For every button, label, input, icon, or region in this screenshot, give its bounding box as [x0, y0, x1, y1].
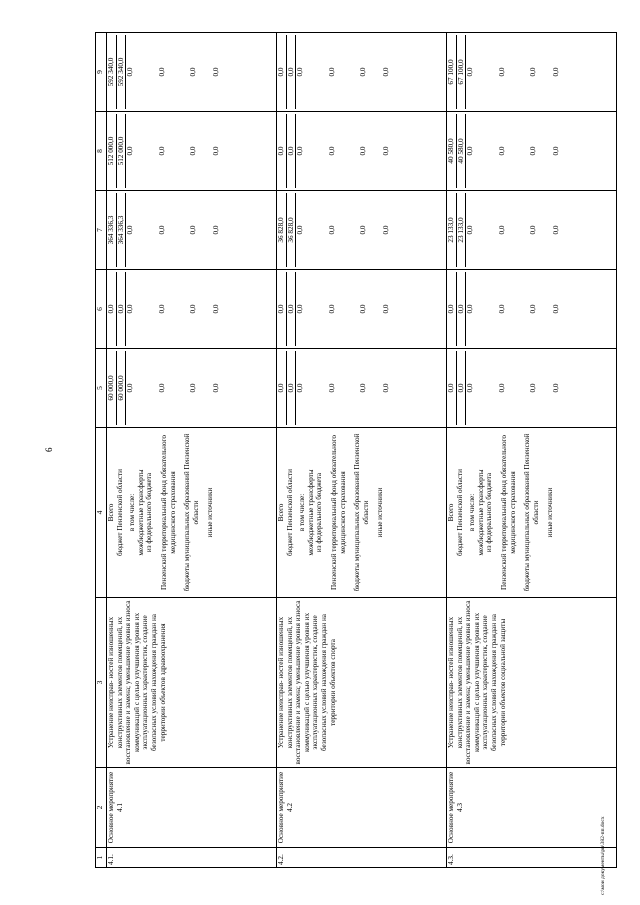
value-cell-c9 — [447, 33, 617, 112]
value-entry: 60 000,0 — [107, 351, 117, 425]
header-cell-1: 1 — [96, 848, 107, 868]
value-entry: 23 133,0 — [457, 193, 467, 267]
header-cell-7: 7 — [96, 191, 107, 270]
value-entry: 0,0 — [189, 304, 198, 314]
value-entry: 0,0 — [211, 383, 220, 393]
value-entry: 0,0 — [551, 67, 560, 77]
value-entry: 0,0 — [287, 35, 297, 109]
value-cell-c8 — [107, 112, 277, 191]
funding-source-label: Пензенский территориальный фонд обязательного медицинского страхования — [499, 435, 517, 590]
value-entry: 0,0 — [551, 383, 560, 393]
funding-source-label: бюджет Пензенской области — [115, 469, 124, 556]
measure-description-cell: Устранение неисправ- ностей изношенных конструктивных элементов помещений, их восстановление и замена; уменьшение уровня износа коммуникаций с целью улучшения уровня их эксплуатационных характеристик, создание безопасных условий нахождения граждан на территории объектов здравоохранения — [107, 598, 277, 768]
funding-source-label: бюджет Пензенской области — [455, 469, 464, 556]
value-entry: 512 000,0 — [107, 114, 117, 188]
funding-sources-cell — [447, 428, 617, 598]
value-cell-c5 — [447, 349, 617, 428]
rotated-table-container — [95, 33, 605, 868]
value-cell-c6 — [107, 270, 277, 349]
value-entry: 0,0 — [277, 35, 287, 109]
value-entry: 0,0 — [126, 146, 135, 156]
value-entry: 0,0 — [457, 351, 467, 425]
table-row — [107, 33, 277, 868]
funding-sources-cell — [107, 428, 277, 598]
value-entry: 0,0 — [189, 383, 198, 393]
value-entry: 0,0 — [277, 272, 287, 346]
header-cell-2: 2 — [96, 768, 107, 848]
table-row — [447, 33, 617, 868]
value-cell-c7 — [277, 191, 447, 270]
funding-table — [95, 32, 617, 868]
measure-name-cell: Основное мероприятие 4.3 — [447, 768, 617, 848]
funding-source-label: в том числе: — [298, 493, 307, 532]
value-entry: 0,0 — [327, 225, 336, 235]
value-entry: 0,0 — [277, 351, 287, 425]
value-entry: 0,0 — [381, 225, 390, 235]
funding-source-label: бюджет Пензенской области — [285, 469, 294, 556]
value-entry: 364 336,3 — [117, 193, 127, 267]
value-entry: 0,0 — [497, 304, 506, 314]
value-entry: 0,0 — [466, 67, 475, 77]
value-entry: 0,0 — [296, 383, 305, 393]
funding-sources-cell — [277, 428, 447, 598]
value-entry: 0,0 — [327, 67, 336, 77]
value-entry: 592 340,0 — [117, 35, 127, 109]
measure-name-cell: Основное мероприятие 4.1 — [107, 768, 277, 848]
value-entry: 40 580,0 — [447, 114, 457, 188]
funding-source-label: бюджеты муниципальных образований Пензенской области — [183, 433, 200, 592]
measure-description-cell: Устранение неисправ- ностей изношенных конструктивных элементов помещений, их восстановление и замена; уменьшение уровня износа коммуникаций с целью улучшения уровня их эксплуатационных характеристик, создание безопасных условий нахождения граждан на территории объектов социальной защиты — [447, 598, 617, 768]
value-entry: 0,0 — [529, 304, 538, 314]
value-entry: 0,0 — [381, 67, 390, 77]
value-entry: 0,0 — [157, 304, 166, 314]
funding-source-label: иные источники — [206, 487, 215, 538]
value-entry: 0,0 — [466, 146, 475, 156]
value-entry: 0,0 — [327, 383, 336, 393]
value-cell-c8 — [447, 112, 617, 191]
value-entry: 0,0 — [189, 146, 198, 156]
value-entry: 0,0 — [497, 225, 506, 235]
value-cell-c6 — [277, 270, 447, 349]
value-entry: 0,0 — [296, 225, 305, 235]
value-entry: 0,0 — [457, 272, 467, 346]
value-entry: 0,0 — [359, 383, 368, 393]
value-entry: 0,0 — [296, 304, 305, 314]
value-entry: 67 100,0 — [447, 35, 457, 109]
value-entry: 0,0 — [126, 225, 135, 235]
value-entry: 0,0 — [157, 146, 166, 156]
funding-source-label: Пензенский территориальный фонд обязательного медицинского страхования — [159, 435, 177, 590]
row-number-cell: 4.2. — [277, 848, 447, 868]
value-cell-c6 — [447, 270, 617, 349]
value-entry: 0,0 — [359, 225, 368, 235]
value-entry: 0,0 — [359, 146, 368, 156]
value-entry: 40 580,0 — [457, 114, 467, 188]
header-cell-4: 4 — [96, 428, 107, 598]
value-entry: 0,0 — [277, 114, 287, 188]
value-entry: 36 828,0 — [277, 193, 287, 267]
funding-source-label: межбюджетные трансферты — [306, 469, 315, 556]
footer-file-path: c:\мои документы\рп\382-пп.docx — [600, 816, 606, 895]
funding-source-label: Всего — [447, 503, 455, 522]
value-entry: 0,0 — [497, 67, 506, 77]
value-entry: 0,0 — [551, 146, 560, 156]
funding-source-label: в том числе: — [128, 493, 137, 532]
header-cell-9: 9 — [96, 33, 107, 112]
funding-source-label: Всего — [107, 503, 115, 522]
value-entry: 0,0 — [529, 67, 538, 77]
value-entry: 0,0 — [381, 383, 390, 393]
value-entry: 23 133,0 — [447, 193, 457, 267]
value-entry: 36 828,0 — [287, 193, 297, 267]
value-entry: 0,0 — [107, 272, 117, 346]
funding-source-label: Всего — [277, 503, 285, 522]
funding-source-label: межбюджетные трансферты — [476, 469, 485, 556]
value-entry: 0,0 — [327, 146, 336, 156]
value-entry: 0,0 — [359, 304, 368, 314]
value-entry: 0,0 — [359, 67, 368, 77]
value-cell-c8 — [277, 112, 447, 191]
funding-source-label: иные источники — [546, 487, 555, 538]
value-entry: 0,0 — [189, 67, 198, 77]
value-entry: 0,0 — [529, 146, 538, 156]
value-entry: 0,0 — [211, 225, 220, 235]
value-entry: 0,0 — [287, 351, 297, 425]
header-row — [96, 33, 107, 868]
value-entry: 364 336,3 — [107, 193, 117, 267]
value-entry: 0,0 — [126, 67, 135, 77]
page-number: 6 — [44, 447, 54, 452]
value-cell-c9 — [107, 33, 277, 112]
value-entry: 0,0 — [497, 146, 506, 156]
measure-name-cell: Основное мероприятие 4.2 — [277, 768, 447, 848]
value-entry: 0,0 — [497, 383, 506, 393]
value-cell-c5 — [107, 349, 277, 428]
value-entry: 0,0 — [447, 272, 457, 346]
value-entry: 0,0 — [126, 304, 135, 314]
table-body — [96, 33, 617, 868]
value-entry: 0,0 — [211, 67, 220, 77]
value-entry: 0,0 — [447, 351, 457, 425]
value-entry: 0,0 — [466, 225, 475, 235]
funding-source-label: из федерального бюджета — [485, 472, 494, 553]
funding-source-label: из федерального бюджета — [145, 472, 154, 553]
value-entry: 0,0 — [296, 146, 305, 156]
value-entry: 0,0 — [157, 67, 166, 77]
value-entry: 0,0 — [466, 304, 475, 314]
value-entry: 0,0 — [287, 114, 297, 188]
funding-source-label: в том числе: — [468, 493, 477, 532]
value-entry: 0,0 — [287, 272, 297, 346]
value-entry: 0,0 — [211, 304, 220, 314]
value-entry: 0,0 — [189, 225, 198, 235]
value-entry: 0,0 — [327, 304, 336, 314]
header-cell-8: 8 — [96, 112, 107, 191]
row-number-cell: 4.3. — [447, 848, 617, 868]
value-entry: 0,0 — [529, 383, 538, 393]
value-entry: 512 000,0 — [117, 114, 127, 188]
header-cell-3: 3 — [96, 598, 107, 768]
value-entry: 0,0 — [117, 272, 127, 346]
value-entry: 0,0 — [126, 383, 135, 393]
row-number-cell: 4.1. — [107, 848, 277, 868]
value-entry: 0,0 — [466, 383, 475, 393]
value-entry: 592 340,0 — [107, 35, 117, 109]
header-cell-6: 6 — [96, 270, 107, 349]
value-cell-c5 — [277, 349, 447, 428]
value-entry: 60 000,0 — [117, 351, 127, 425]
header-cell-5: 5 — [96, 349, 107, 428]
value-entry: 0,0 — [296, 67, 305, 77]
funding-source-label: из федерального бюджета — [315, 472, 324, 553]
value-entry: 0,0 — [551, 304, 560, 314]
funding-source-label: иные источники — [376, 487, 385, 538]
funding-source-label: бюджеты муниципальных образований Пензенской области — [523, 433, 540, 592]
table-row — [277, 33, 447, 868]
value-cell-c7 — [447, 191, 617, 270]
funding-source-label: Пензенский территориальный фонд обязательного медицинского страхования — [329, 435, 347, 590]
value-entry: 67 100,0 — [457, 35, 467, 109]
value-entry: 0,0 — [529, 225, 538, 235]
funding-source-label: бюджеты муниципальных образований Пензенской области — [353, 433, 370, 592]
value-cell-c7 — [107, 191, 277, 270]
measure-description-cell: Устранение неисправ- ностей изношенных конструктивных элементов помещений, их восстановление и замена; уменьшение уровня износа коммуникаций с целью улучшения уровня их эксплуатационных характеристик, создание безопасных условий нахождения граждан на территории объектов спорта — [277, 598, 447, 768]
value-entry: 0,0 — [381, 304, 390, 314]
value-entry: 0,0 — [157, 225, 166, 235]
value-entry: 0,0 — [551, 225, 560, 235]
funding-source-label: межбюджетные трансферты — [136, 469, 145, 556]
value-entry: 0,0 — [211, 146, 220, 156]
value-cell-c9 — [277, 33, 447, 112]
value-entry: 0,0 — [381, 146, 390, 156]
value-entry: 0,0 — [157, 383, 166, 393]
